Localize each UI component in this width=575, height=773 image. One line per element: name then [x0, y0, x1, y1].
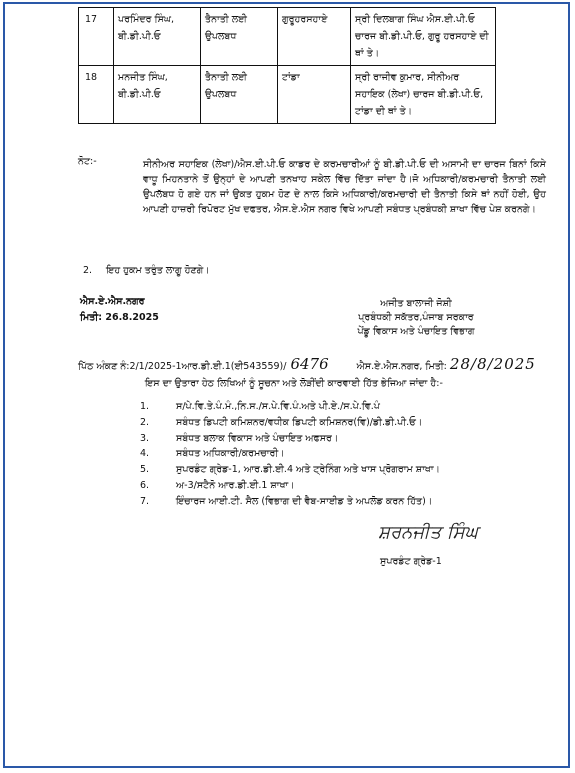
signatory-designation: ਪ੍ਰਬੰਧਕੀ ਸਕੱਤਰ,ਪੰਜਾਬ ਸਰਕਾਰ [358, 312, 474, 323]
signatory-department: ਪੇਂਡੂ ਵਿਕਾਸ ਅਤੇ ਪੰਚਾਇਤ ਵਿਭਾਗ [357, 326, 475, 337]
charge-details: ਸ੍ਰੀ ਦਿਲਬਾਗ ਸਿੰਘ ਐਸ.ਈ.ਪੀ.ਓ ਚਾਰਜ ਬੀ.ਡੀ.ਪੀ.ਓ, ਗੁਰੂ ਹਰਸਹਾਏ ਦੀ ਥਾਂ ਤੇ। [351, 8, 496, 66]
endorsement-line [78, 355, 568, 373]
list-item: 4. ਸਬੰਧਤ ਅਧਿਕਾਰੀ/ਕਰਮਚਾਰੀ। [140, 448, 285, 460]
list-item: 3. ਸਬੰਧਤ ਬਲਾਕ ਵਿਕਾਸ ਅਤੇ ਪੰਚਾਇਤ ਅਫਸਰ। [140, 432, 339, 444]
charge-details: ਸ੍ਰੀ ਰਾਜੀਵ ਕੁਮਾਰ, ਸੀਨੀਅਰ ਸਹਾਇਕ (ਲੇਖਾ) ਚਾਰਜ ਬੀ.ਡੀ.ਪੀ.ਓ, ਟਾਂਡਾ ਦੀ ਥਾਂ ਤੇ। [351, 66, 496, 124]
table-row [79, 8, 496, 66]
point-2 [83, 265, 224, 276]
posting-status: ਤੈਨਾਤੀ ਲਈ ਉਪਲਬਧ [201, 66, 278, 124]
row-number: 17 [79, 8, 114, 66]
forward-text: ਇਸ ਦਾ ਉਤਾਰਾ ਹੇਠ ਲਿਖਿਆਂ ਨੂੰ ਸੂਚਨਾ ਅਤੇ ਲੋੜੀਂਦੀ ਕਾਰਵਾਈ ਹਿੱਤ ਭੇਜਿਆ ਜਾਂਦਾ ਹੈ:- [145, 378, 443, 389]
endorsement-ref: ਪਿੱਠ ਅੰਕਣ ਨੰ:2/1/2025-1ਆਰ.ਡੀ.ਈ.1(ਈ543559)/ [78, 361, 287, 372]
point-2-text: ਇਹ ਹੁਕਮ ਤਰੁੰਤ ਲਾਗੂ ਹੋਣਗੇ। [106, 265, 210, 276]
handwritten-ref-number: 6476 [290, 355, 329, 373]
closing-designation: ਸੁਪਰਡੰਟ ਗ੍ਰੇਡ-1 [380, 556, 442, 567]
posting-status: ਤੈਨਾਤੀ ਲਈ ਉਪਲਬਧ [201, 8, 278, 66]
handwritten-signature: ਸ਼ਰਨਜੀਤ ਸਿੰਘ [378, 522, 478, 543]
list-item: 5. ਸੁਪਰਡੰਟ ਗ੍ਰੇਡ-1, ਆਰ.ਡੀ.ਈ.4 ਅਤੇ ਟ੍ਰੇਨਿੰਗ ਅਤੇ ਖਾਸ ਪ੍ਰੋਗਰਾਮ ਸ਼ਾਖਾ। [140, 464, 440, 476]
row-number: 18 [79, 66, 114, 124]
posting-place: ਗੁਰੂਹਰਸਹਾਏ [278, 8, 351, 66]
endorsement-place-date: ਐਸ.ਏ.ਐਸ.ਨਗਰ, ਮਿਤੀ: [356, 361, 447, 372]
officer-name: ਪਰਮਿੰਦਰ ਸਿੰਘ, ਬੀ.ਡੀ.ਪੀ.ਓ [114, 8, 201, 66]
posting-place: ਟਾਂਡਾ [278, 66, 351, 124]
signatory-name: ਅਜੀਤ ਬਾਲਾਜੀ ਜੋਸ਼ੀ [380, 298, 452, 309]
list-item: 7. ਇੰਚਾਰਜ ਆਈ.ਟੀ. ਸੈਲ (ਵਿਭਾਗ ਦੀ ਵੈਬ-ਸਾਈਡ ਤੇ ਅਪਲੋਡ ਕਰਨ ਹਿੱਤ)। [140, 495, 433, 507]
recipient-list [140, 399, 440, 510]
list-item: 2. ਸਬੰਧਤ ਡਿਪਟੀ ਕਮਿਸ਼ਨਰ/ਵਧੀਕ ਡਿਪਟੀ ਕਮਿਸ਼ਨਰ(ਵਿ)/ਡੀ.ਡੀ.ਪੀ.ਓ। [140, 416, 423, 428]
point-2-number: 2. [83, 265, 93, 276]
table-row [79, 66, 496, 124]
note-label: ਨੋਟ:- [78, 156, 97, 167]
list-item: 1. ਸ/ਪੇ.ਵਿ.ਤੇ.ਪੰ.ਮੰ.,ਨਿ.ਸ./ਸ.ਪੇ.ਵਿ.ਪੰ.ਅਤੇ ਪੀ.ਏ./ਸ.ਪੇ.ਵਿ.ਪੰ [140, 401, 380, 412]
note-text: ਸੀਨੀਅਰ ਸਹਾਇਕ (ਲੇਖਾ)/ਐਸ.ਈ.ਪੀ.ਓ ਕਾਡਰ ਦੇ ਕਰਮਚਾਰੀਆਂ ਨੂੰ ਬੀ.ਡੀ.ਪੀ.ਓ ਦੀ ਅਸਾਮੀ ਦਾ ਚਾਰਜ ਬਿਨਾਂ ਕਿਸੇ ਵਾਧੂ ਮਿਹਨਤਾਨੇ ਤੋਂ ਉਨ੍ਹਾਂ ਦੇ ਆਪਣੀ ਤਨਖਾਹ ਸਕੇਲ ਵਿੱਚ ਦਿੱਤਾ ਜਾਂਦਾ ਹੈ।ਜੋ ਅਧਿਕਾਰੀ/ਕਰਮਚਾਰੀ ਤੈਨਾਤੀ ਲਈ ਉਪਲੱਬਧ ਹੋ ਗਏ ਹਨ ਜਾਂ ਉਕਤ ਹੁਕਮ ਹੋਣ ਦੇ ਨਾਲ ਕਿਸੇ ਅਧਿਕਾਰੀ/ਕਰਮਚਾਰੀ ਦੀ ਤੈਨਾਤੀ ਕਿਸੇ ਥਾਂ ਨਹੀਂ ਹੋਈ, ਉਹ ਆਪਣੀ ਹਾਜ਼ਰੀ ਰਿਪੋਰਟ ਮੁੱਖ ਦਫਤਰ, ਐਸ.ਏ.ਐਸ ਨਗਰ ਵਿਖੇ ਆਪਣੀ ਸਬੰਧਤ ਪ੍ਰਬੰਧਕੀ ਸ਼ਾਖਾ ਵਿੱਚ ਪੇਸ਼ ਕਰਨਗੇ। [143, 159, 546, 215]
signatory-block [314, 297, 518, 339]
officer-name: ਮਨਜੀਤ ਸਿੰਘ, ਬੀ.ਡੀ.ਪੀ.ਓ [114, 66, 201, 124]
issue-date: ਮਿਤੀ: 26.8.2025 [80, 312, 159, 323]
issue-place: ਐਸ.ਏ.ਐਸ.ਨਗਰ [80, 296, 145, 307]
handwritten-date: 28/8/2025 [449, 355, 536, 373]
posting-table [78, 7, 496, 124]
list-item: 6. ਅ-3/ਸਟੈਨੋ ਆਰ.ਡੀ.ਈ.1 ਸ਼ਾਖਾ। [140, 479, 295, 491]
